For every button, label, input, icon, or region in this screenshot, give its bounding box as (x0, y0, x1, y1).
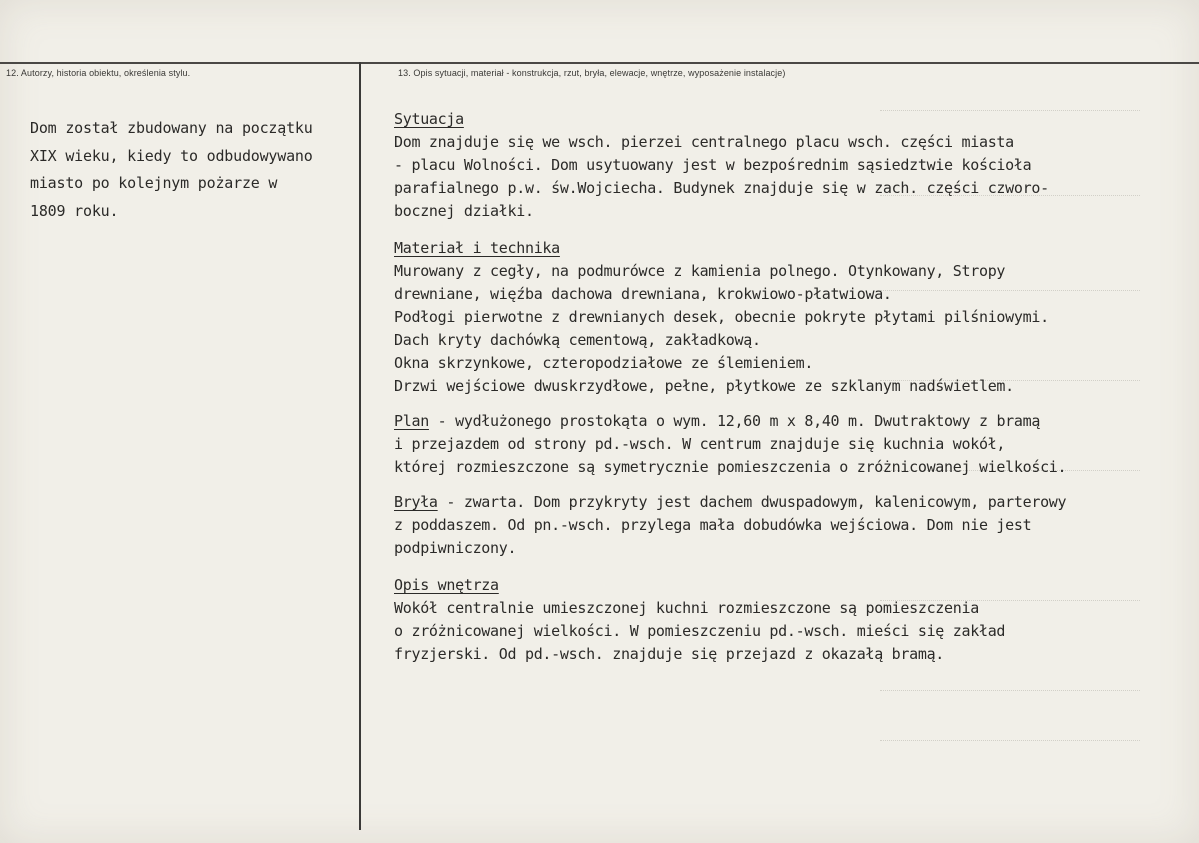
text-line: Dach kryty dachówką cementową, zakładkową. (394, 331, 761, 349)
section-sytuacja (394, 108, 1184, 223)
field-13-label: 13. Opis sytuacji, materiał - konstrukcja, rzut, bryła, elewacje, wnętrze, wyposażenie instalacje) (398, 68, 786, 78)
section-title: Materiał i technika (394, 239, 560, 257)
text-run: - wydłużonego prostokąta o wym. 12,60 m x 8,40 m. Dwutraktowy z bramą (428, 412, 1041, 430)
history-line: Dom został zbudowany na początku (30, 119, 313, 137)
section-plan (394, 410, 1184, 479)
history-line: 1809 roku. (30, 201, 119, 220)
text-run: - zwarta. Dom przykryty jest dachem dwuspadowym, kalenicowym, parterowy (437, 493, 1067, 511)
text-line: bocznej działki. (394, 202, 534, 220)
section-wnetrze (394, 574, 1184, 666)
section-title: Bryła (394, 493, 438, 511)
text-line: Drzwi wejściowe dwuskrzydłowe, pełne, płytkowe ze szklanym nadświetlem. (394, 377, 1014, 395)
column-divider (359, 62, 361, 830)
text-line: z poddaszem. Od pn.-wsch. przylega mała dobudówka wejściowa. Dom nie jest (394, 516, 1032, 534)
text-line: i przejazdem od strony pd.-wsch. W centrum znajduje się kuchnia wokół, (394, 435, 1006, 453)
text-line: Wokół centralnie umieszczonej kuchni rozmieszczone są pomieszczenia (394, 599, 979, 617)
text-line: Murowany z cegły, na podmurówce z kamienia polnego. Otynkowany, Stropy (394, 262, 1006, 280)
text-line (394, 491, 1184, 514)
text-line: fryzjerski. Od pd.-wsch. znajduje się przejazd z okazałą bramą. (394, 645, 945, 663)
text-line: Dom znajduje się we wsch. pierzei centralnego placu wsch. części miasta (394, 133, 1014, 151)
section-title: Sytuacja (394, 110, 464, 128)
text-line: drewniane, więźba dachowa drewniana, krokwiowo-płatwiowa. (394, 285, 892, 303)
text-line: Podłogi pierwotne z drewnianych desek, obecnie pokryte płytami pilśniowymi. (394, 308, 1049, 326)
section-material (394, 237, 1184, 398)
section-title: Opis wnętrza (394, 576, 499, 594)
text-line: podpiwniczony. (394, 539, 517, 557)
text-line (394, 410, 1184, 433)
history-line: XIX wieku, kiedy to odbudowywano (30, 146, 313, 165)
text-line: której rozmieszczone są symetrycznie pomieszczenia o zróżnicowanej wielkości. (394, 458, 1067, 476)
section-title: Plan (394, 412, 429, 430)
history-line: miasto po kolejnym pożarze w (30, 174, 278, 192)
section-bryla (394, 491, 1184, 560)
text-line: - placu Wolności. Dom usytuowany jest w bezpośrednim sąsiedztwie kościoła (394, 156, 1032, 174)
field-12-label: 12. Autorzy, historia obiektu, określenia stylu. (6, 68, 191, 78)
text-line: o zróżnicowanej wielkości. W pomieszczeniu pd.-wsch. mieści się zakład (394, 622, 1006, 640)
text-line: parafialnego p.w. św.Wojciecha. Budynek znajduje się w zach. części czworo- (394, 179, 1049, 197)
header-rule (0, 62, 1199, 64)
history-text (30, 115, 355, 225)
description-text (394, 108, 1184, 680)
text-line: Okna skrzynkowe, czteropodziałowe ze ślemieniem. (394, 354, 814, 372)
